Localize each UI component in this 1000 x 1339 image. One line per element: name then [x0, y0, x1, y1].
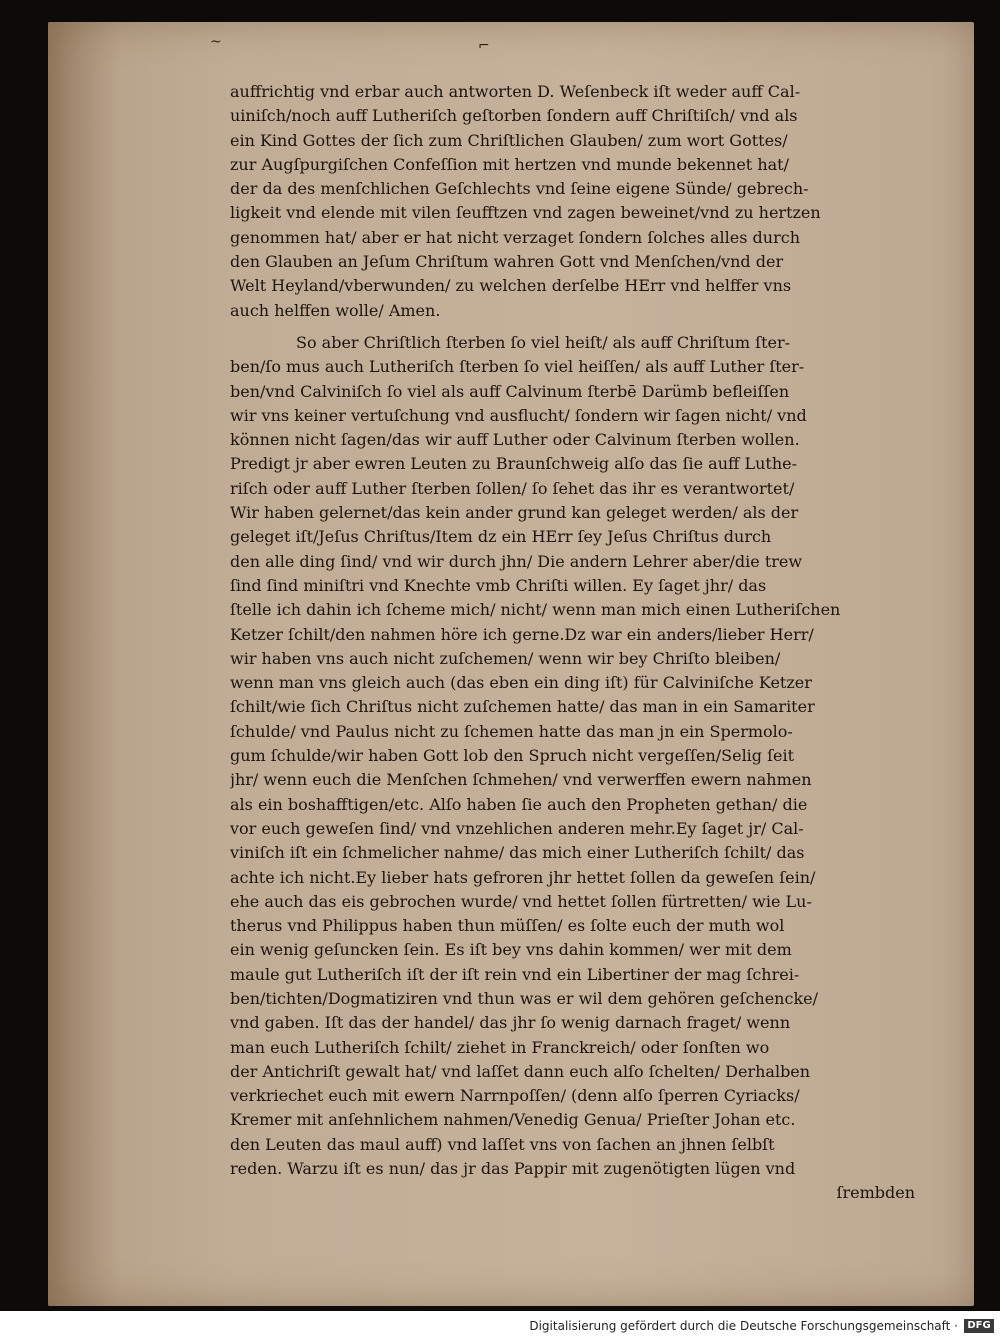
text-block	[230, 80, 915, 1206]
text-line: man euch Lutheriſch ſchilt/ ziehet in Franckreich/ oder ſonſten wo	[230, 1037, 770, 1057]
text-line: der Antichriſt gewalt hat/ vnd laſſet dann euch alſo ſchelten/ Derhalben	[230, 1061, 811, 1081]
footer-bar	[0, 1311, 1000, 1339]
text-line: als ein boshafftigen/etc. Alſo haben ſie auch den Propheten gethan/ die	[230, 794, 808, 814]
text-line: gum ſchulde/wir haben Gott lob den Spruch nicht vergeſſen/Selig ſeit	[230, 746, 795, 766]
text-line: Welt Heyland/vberwunden/ zu welchen derſelbe HErr vnd helffer vns	[230, 276, 792, 296]
text-line: vor euch geweſen ſind/ vnd vnzehlichen anderen mehr.Ey ſaget jr/ Cal-	[230, 818, 804, 838]
text-line: wir haben vns auch nicht zuſchemen/ wenn wir bey Chriſto bleiben/	[230, 648, 781, 668]
text-line: ſind ſind miniſtri vnd Knechte vmb Chriſti willen. Ey ſaget jhr/ das	[230, 575, 767, 595]
text-line: So aber Chriſtlich ſterben ſo viel heiſt/ als auff Chriſtum ſter-	[296, 332, 791, 352]
text-line: Predigt jr aber ewren Leuten zu Braunſchweig alſo das ſie auff Luthe-	[230, 454, 798, 474]
text-line: der da des menſchlichen Geſchlechts vnd ſeine eigene Sünde/ gebrech-	[230, 179, 809, 199]
text-line: ehe auch das eis gebrochen wurde/ vnd hettet ſollen fürtretten/ wie Lu-	[230, 891, 812, 911]
text-line: ben/vnd Calviniſch ſo viel als auff Calvinum ſterbē Darümb befleiſſen	[230, 381, 790, 401]
text-line: maule gut Lutheriſch iſt der iſt rein vnd ein Libertiner der mag ſchrei-	[230, 964, 800, 984]
text-line: Ketzer ſchilt/den nahmen höre ich gerne.Dz war ein anders/lieber Herr/	[230, 624, 814, 644]
text-line: den Leuten das maul auff) vnd laſſet vns von ſachen an jhnen ſelbſt	[230, 1134, 775, 1154]
text-line: zur Augſpurgiſchen Confeſſion mit hertzen vnd munde bekennet hat/	[230, 154, 789, 174]
text-line: therus vnd Philippus haben thun müſſen/ es ſolte euch der muth wol	[230, 916, 785, 936]
funding-credit: Digitalisierung gefördert durch die Deutsche Forschungsgemeinschaft ·	[529, 1319, 958, 1333]
catchword: ſrembden	[836, 1183, 915, 1203]
text-line: den Glauben an Jeſum Chriſtum wahren Gott vnd Menſchen/vnd der	[230, 252, 784, 272]
page-mark-center: ⌐	[478, 38, 490, 54]
text-line: geleget iſt/Jeſus Chriſtus/Item dz ein HErr ſey Jeſus Chriſtus durch	[230, 527, 772, 547]
text-line: ſchilt/wie ſich Chriſtus nicht zuſchemen hatte/ das man in ein Samariter	[230, 697, 815, 717]
dfg-logo: DFG	[964, 1319, 994, 1333]
text-line: Wir haben gelernet/das kein ander grund kan geleget werden/ als der	[230, 503, 799, 523]
text-line: ein Kind Gottes der ſich zum Chriſtlichen Glauben/ zum wort Gottes/	[230, 130, 788, 150]
text-line: reden. Warzu iſt es nun/ das jr das Pappir mit zugenötigten lügen vnd	[230, 1159, 796, 1179]
text-line: ſtelle ich dahin ich ſcheme mich/ nicht/ wenn man mich einen Lutheriſchen	[230, 600, 841, 620]
paragraph-1	[230, 80, 915, 323]
text-line: ben/ſo mus auch Lutheriſch ſterben ſo viel heiſſen/ als auff Luther ſter-	[230, 357, 805, 377]
text-line: den alle ding ſind/ vnd wir durch jhn/ Die andern Lehrer aber/die trew	[230, 551, 803, 571]
text-line: viniſch iſt ein ſchmelicher nahme/ das mich einer Lutheriſch ſchilt/ das	[230, 843, 805, 863]
text-line: wir vns keiner vertuſchung vnd ausflucht/ ſondern wir ſagen nicht/ vnd	[230, 405, 807, 425]
text-line: ligkeit vnd elende mit vilen ſeufftzen vnd zagen beweinet/vnd zu hertzen	[230, 203, 821, 223]
text-line: genommen hat/ aber er hat nicht verzaget ſondern ſolches alles durch	[230, 227, 801, 247]
text-line: uiniſch/noch auff Lutheriſch geſtorben ſondern auff Chriſtiſch/ vnd als	[230, 106, 798, 126]
text-line: verkriechet euch mit ewern Narrnpoſſen/ (denn alſo ſperren Cyriacks/	[230, 1086, 800, 1106]
text-line: wenn man vns gleich auch (das eben ein ding iſt) für Calviniſche Ketzer	[230, 673, 812, 693]
paragraph-2	[230, 331, 915, 1181]
text-line: ben/tichten/Dogmatiziren vnd thun was er wil dem gehören geſchencke/	[230, 988, 818, 1008]
text-line: jhr/ wenn euch die Menſchen ſchmehen/ vnd verwerffen ewern nahmen	[230, 770, 812, 790]
text-line: auch helffen wolle/ Amen.	[230, 300, 441, 320]
paragraph-gap	[230, 323, 915, 331]
page-mark-left: ~	[210, 34, 222, 50]
text-line: ſchulde/ vnd Paulus nicht zu ſchemen hatte das man jn ein Spermolo-	[230, 721, 793, 741]
text-line: riſch oder auff Luther ſterben ſollen/ ſo ſehet das ihr es verantwortet/	[230, 478, 795, 498]
text-line: Kremer mit anſehnlichem nahmen/Venedig Genua/ Prieſter Johan etc.	[230, 1110, 796, 1130]
text-line: achte ich nicht.Ey lieber hats gefroren jhr hettet ſollen da geweſen ſein/	[230, 867, 816, 887]
text-line: ein wenig geſuncken ſein. Es iſt bey vns dahin kommen/ wer mit dem	[230, 940, 792, 960]
text-line: können nicht ſagen/das wir auff Luther oder Calvinum ſterben wollen.	[230, 430, 800, 450]
text-line: auffrichtig vnd erbar auch antworten D. Weſenbeck iſt weder auff Cal-	[230, 82, 801, 101]
text-line: vnd gaben. Iſt das der handel/ das jhr ſo wenig darnach fraget/ wenn	[230, 1013, 791, 1033]
